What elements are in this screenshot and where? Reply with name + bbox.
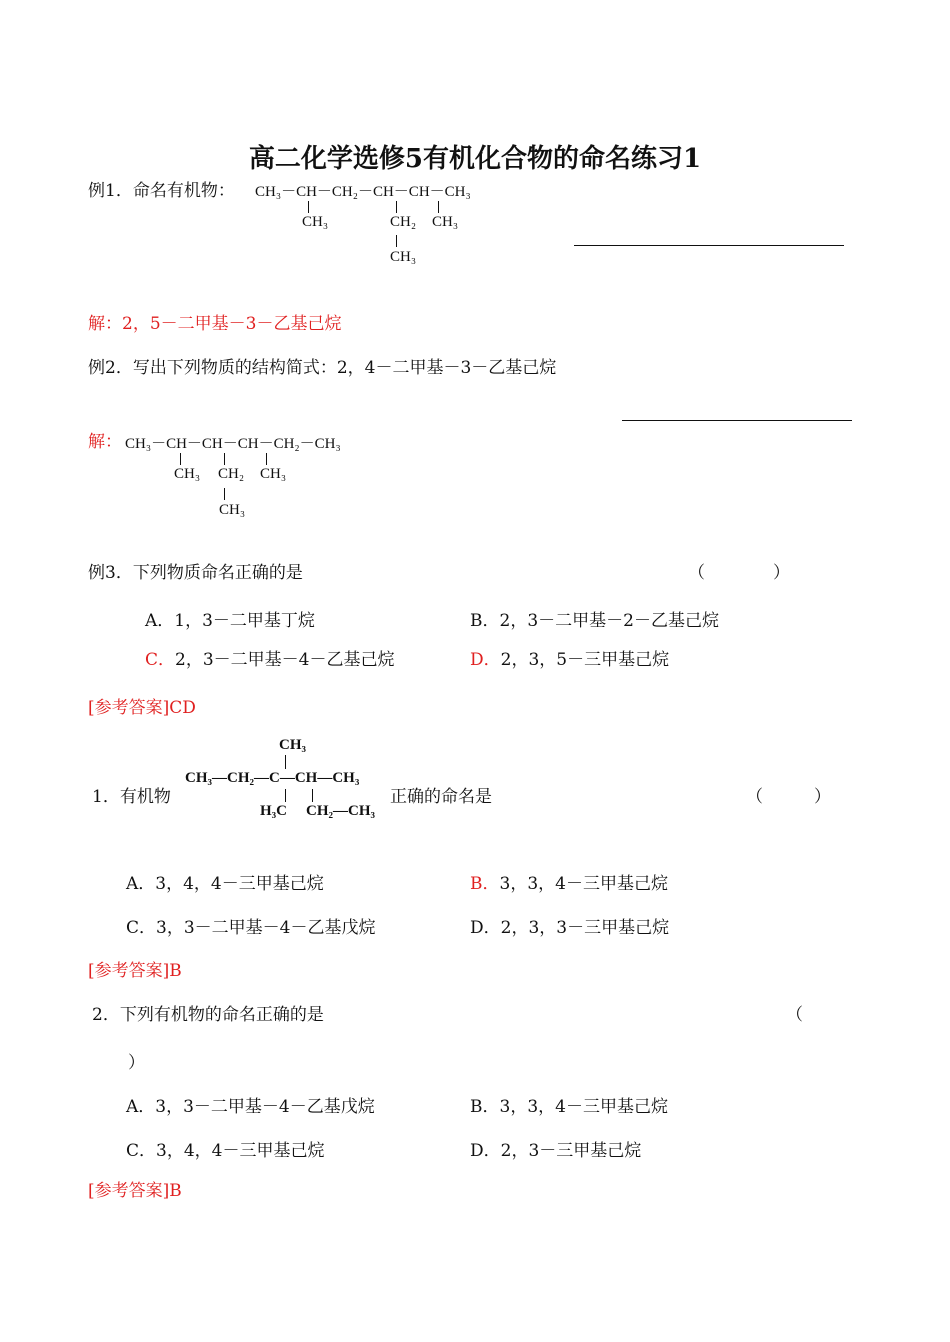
ex2-bond-4 [266, 453, 267, 465]
q1-reference-answer: [参考答案]B [88, 961, 182, 981]
q1-right-ethyl: CH₂—CH₃ [306, 803, 375, 819]
option-text: 3，4，4－三甲基己烷 [156, 1141, 325, 1161]
ex3-option-b[interactable] [470, 610, 719, 632]
ex2-bond-3 [224, 488, 225, 500]
ex1-sub-4: CH₃ [432, 214, 459, 230]
q2-label: 2．下列有机物的命名正确的是 [92, 1005, 324, 1025]
q2-option-d[interactable] [470, 1140, 641, 1162]
q2-reference-answer: [参考答案]B [88, 1181, 182, 1201]
option-text: 3，3－二甲基－4－乙基戊烷 [155, 1097, 375, 1117]
q2-option-a[interactable] [126, 1096, 375, 1118]
option-letter: D． [470, 650, 501, 670]
ex1-answer-blank[interactable] [574, 245, 844, 246]
ex1-sub-3: CH₃ [390, 249, 417, 265]
option-text: 2，3－二甲基－4－乙基己烷 [175, 650, 395, 670]
option-text: 2，3－二甲基－2－乙基己烷 [499, 611, 719, 631]
q1-option-b[interactable] [470, 873, 668, 895]
q1-option-c[interactable] [126, 917, 375, 939]
option-letter: D． [470, 1141, 501, 1161]
option-text: 3，3，4－三甲基己烷 [499, 1097, 668, 1117]
ex2-bond-1 [180, 453, 181, 465]
ex1-label: 例1．命名有机物： [88, 181, 235, 201]
ex2-sub-1: CH₃ [174, 466, 201, 482]
ex2-main-chain: CH₃－CH－CH－CH－CH₂－CH₃ [125, 436, 341, 452]
option-letter: C． [126, 1141, 157, 1161]
ex3-answer-paren: （ ） [688, 563, 790, 583]
option-text: 2，3，3－三甲基己烷 [500, 918, 670, 938]
option-text: 3，3－二甲基－4－乙基戊烷 [156, 918, 376, 938]
option-text: 1，3－二甲基丁烷 [174, 611, 315, 631]
q2-option-b[interactable] [470, 1096, 668, 1118]
ex2-solution-label: 解： [88, 432, 122, 452]
option-letter: A． [126, 874, 156, 894]
q1-bond-left [285, 789, 286, 802]
option-letter: C． [126, 918, 157, 938]
q2-option-c[interactable] [126, 1140, 324, 1162]
ex1-bond-3 [396, 235, 397, 247]
option-letter: B． [470, 1097, 500, 1117]
option-letter: C． [145, 650, 176, 670]
ex2-label: 例2．写出下列物质的结构简式：2，4－二甲基－3－乙基己烷 [88, 358, 557, 378]
ex2-bond-2 [224, 453, 225, 465]
ex3-option-d[interactable] [470, 649, 669, 671]
option-text: 2，3，5－三甲基己烷 [500, 650, 670, 670]
ex1-solution: 解：2，5－二甲基－3－乙基己烷 [88, 314, 342, 334]
q2-paren-close: ） [128, 1053, 145, 1073]
q1-bond-right [312, 789, 313, 802]
q1-main-chain: CH₃—CH₂—C—CH—CH₃ [185, 770, 360, 786]
ex1-sub-1: CH₃ [302, 214, 329, 230]
ex1-bond-1 [308, 201, 309, 213]
ex2-sub-3: CH₃ [219, 502, 246, 518]
q1-suffix: 正确的命名是 [390, 787, 492, 807]
q1-bond-top [285, 755, 286, 769]
option-text: 3，3，4－三甲基己烷 [499, 874, 668, 894]
ex2-sub-2: CH₂ [218, 466, 245, 482]
q1-option-a[interactable] [126, 873, 324, 895]
q1-left-methyl: H₃C [260, 803, 287, 819]
q1-top-methyl: CH₃ [279, 737, 306, 753]
option-letter: A． [145, 611, 175, 631]
ex1-main-chain: CH₃－CH－CH₂－CH－CH－CH₃ [255, 184, 471, 200]
ex2-sub-4: CH₃ [260, 466, 287, 482]
option-letter: D． [470, 918, 501, 938]
ex3-option-c[interactable] [145, 649, 394, 671]
q1-label: 1．有机物 [92, 787, 171, 807]
ex1-bond-2 [396, 201, 397, 213]
option-text: 2，3－三甲基己烷 [500, 1141, 642, 1161]
q1-answer-paren: （ ） [746, 787, 831, 807]
option-text: 3，4，4－三甲基己烷 [155, 874, 324, 894]
option-letter: B． [470, 611, 500, 631]
ex3-reference-answer: [参考答案]CD [88, 698, 196, 718]
ex1-bond-4 [438, 201, 439, 213]
ex3-option-a[interactable] [145, 610, 315, 632]
option-letter: A． [126, 1097, 156, 1117]
ex2-answer-blank[interactable] [622, 420, 852, 421]
q1-option-d[interactable] [470, 917, 669, 939]
ex3-label: 例3．下列物质命名正确的是 [88, 563, 303, 583]
option-letter: B． [470, 874, 500, 894]
page-title: 高二化学选修5有机化合物的命名练习1 [248, 144, 702, 174]
q2-paren-open: （ [786, 1005, 803, 1025]
ex1-sub-2: CH₂ [390, 214, 417, 230]
